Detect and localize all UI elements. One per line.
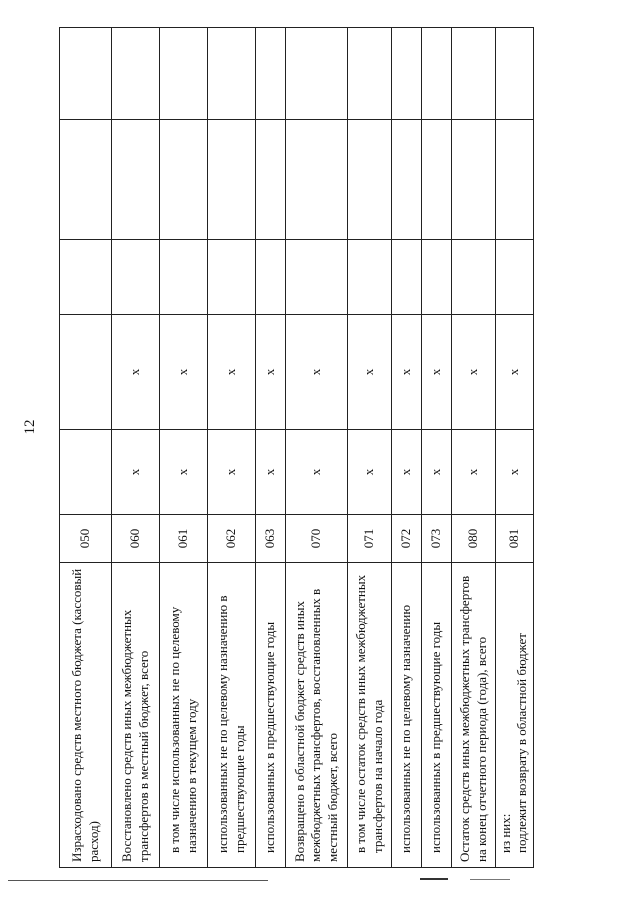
cell-value: x xyxy=(496,430,534,515)
cell-value xyxy=(208,120,256,240)
cell-value: x xyxy=(452,315,496,430)
cell-value: x xyxy=(392,315,422,430)
cell-value: x xyxy=(452,430,496,515)
cell-value xyxy=(392,120,422,240)
cell-value xyxy=(112,120,160,240)
row-code: 081 xyxy=(496,515,534,563)
cell-value xyxy=(256,240,286,315)
row-code: 071 xyxy=(348,515,392,563)
cell-value: x xyxy=(160,315,208,430)
cell-value: x xyxy=(392,430,422,515)
report-table xyxy=(59,27,534,868)
cell-value: x xyxy=(348,315,392,430)
row-name: использованных не по целевому назначению xyxy=(392,563,422,868)
cell-value xyxy=(208,240,256,315)
cell-value xyxy=(286,240,348,315)
cell-value xyxy=(60,430,112,515)
cell-value xyxy=(392,28,422,120)
cell-value xyxy=(452,28,496,120)
table-row xyxy=(422,28,452,868)
page-number: 12 xyxy=(22,419,38,435)
cell-value: x xyxy=(256,315,286,430)
table-row xyxy=(392,28,422,868)
table-row xyxy=(452,28,496,868)
row-name: Остаток средств иных межбюджетных трансфертов на конец отчетного периода (года), всего xyxy=(452,563,496,868)
scan-edge-mark xyxy=(470,879,510,880)
row-name: использованных не по целевому назначению в предшествующие годы xyxy=(208,563,256,868)
cell-value: x xyxy=(496,315,534,430)
row-code: 080 xyxy=(452,515,496,563)
row-code: 061 xyxy=(160,515,208,563)
cell-value: x xyxy=(286,315,348,430)
row-name: использованных в предшествующие годы xyxy=(422,563,452,868)
cell-value xyxy=(496,28,534,120)
row-name: Возвращено в областной бюджет средств иных межбюджетных трансфертов, восстановленных в местный бюджет, всего xyxy=(286,563,348,868)
table-row xyxy=(208,28,256,868)
cell-value: x xyxy=(422,315,452,430)
cell-value: x xyxy=(422,430,452,515)
cell-value xyxy=(60,240,112,315)
cell-value xyxy=(208,28,256,120)
table-row xyxy=(160,28,208,868)
cell-value xyxy=(496,120,534,240)
row-code: 063 xyxy=(256,515,286,563)
cell-value xyxy=(112,28,160,120)
cell-value xyxy=(392,240,422,315)
cell-value xyxy=(160,120,208,240)
row-code: 073 xyxy=(422,515,452,563)
cell-value: x xyxy=(160,430,208,515)
table-row xyxy=(348,28,392,868)
table-row xyxy=(496,28,534,868)
cell-value xyxy=(422,240,452,315)
row-name: Израсходовано средств местного бюджета (кассовый расход) xyxy=(60,563,112,868)
table-row xyxy=(256,28,286,868)
row-name: Восстановлено средств иных межбюджетных трансфертов в местный бюджет, всего xyxy=(112,563,160,868)
row-name: в том числе остаток средств иных межбюджетных трансфертов на начало года xyxy=(348,563,392,868)
table-row xyxy=(112,28,160,868)
rotated-table-container xyxy=(59,28,530,868)
cell-value xyxy=(422,120,452,240)
cell-value xyxy=(452,240,496,315)
row-code: 070 xyxy=(286,515,348,563)
cell-value: x xyxy=(208,315,256,430)
scan-edge-mark xyxy=(420,878,448,880)
cell-value: x xyxy=(348,430,392,515)
row-name: из них: подлежит возврату в областной бюджет xyxy=(496,563,534,868)
cell-value: x xyxy=(112,315,160,430)
cell-value xyxy=(452,120,496,240)
cell-value xyxy=(60,28,112,120)
row-name: использованных в предшествующие годы xyxy=(256,563,286,868)
cell-value xyxy=(160,240,208,315)
cell-value xyxy=(496,240,534,315)
cell-value: x xyxy=(256,430,286,515)
cell-value xyxy=(256,28,286,120)
cell-value: x xyxy=(208,430,256,515)
row-code: 050 xyxy=(60,515,112,563)
cell-value xyxy=(112,240,160,315)
scan-edge-line xyxy=(8,880,268,881)
row-code: 072 xyxy=(392,515,422,563)
cell-value xyxy=(60,120,112,240)
cell-value xyxy=(286,28,348,120)
row-code: 060 xyxy=(112,515,160,563)
table-row xyxy=(286,28,348,868)
cell-value xyxy=(256,120,286,240)
cell-value xyxy=(60,315,112,430)
cell-value xyxy=(348,28,392,120)
row-code: 062 xyxy=(208,515,256,563)
cell-value xyxy=(286,120,348,240)
cell-value xyxy=(348,120,392,240)
cell-value xyxy=(348,240,392,315)
cell-value xyxy=(160,28,208,120)
row-name: в том числе использованных не по целевому назначению в текущем году xyxy=(160,563,208,868)
table-row xyxy=(60,28,112,868)
cell-value: x xyxy=(112,430,160,515)
cell-value: x xyxy=(286,430,348,515)
cell-value xyxy=(422,28,452,120)
